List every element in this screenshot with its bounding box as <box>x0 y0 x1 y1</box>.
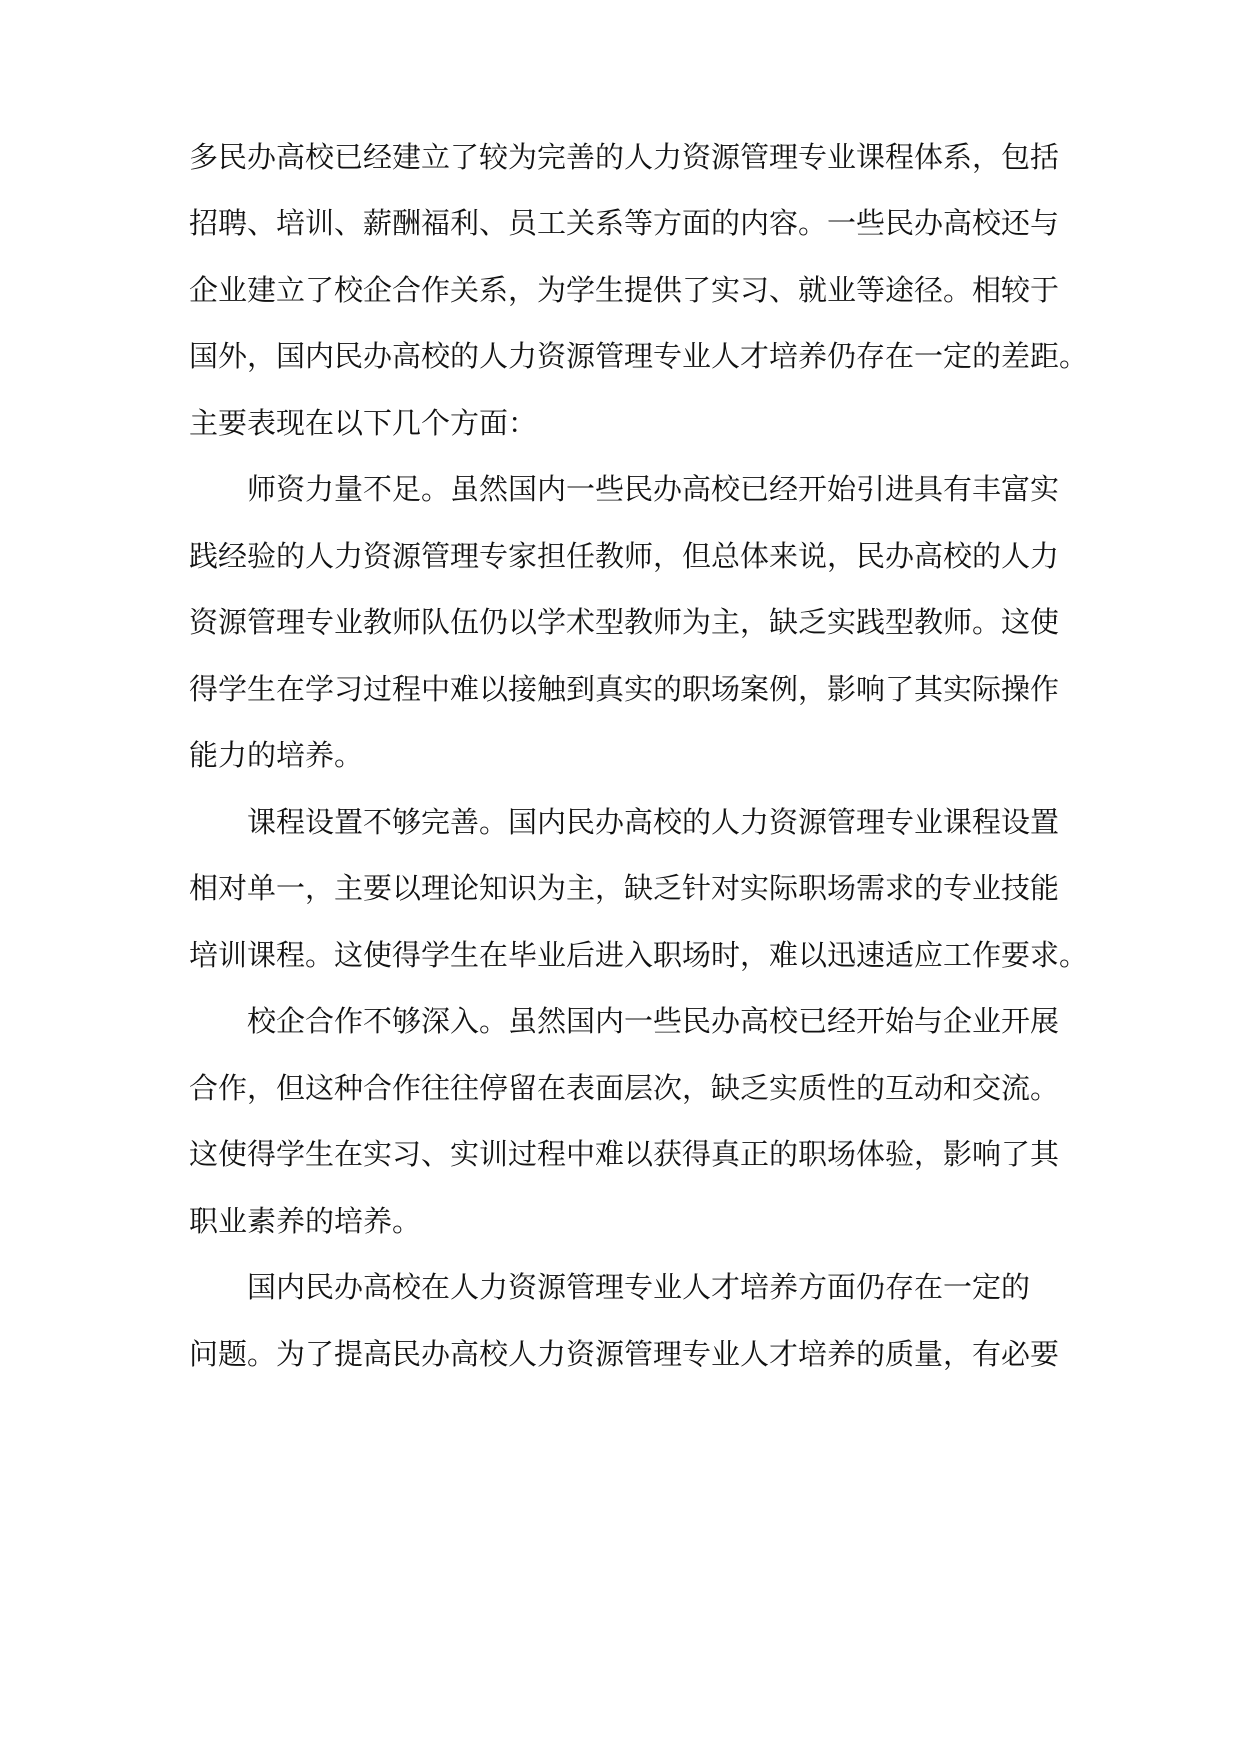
text-line: 培训课程。这使得学生在毕业后进入职场时，难以迅速适应工作要求。 <box>189 938 1089 972</box>
text-line: 招聘、培训、薪酬福利、员工关系等方面的内容。一些民办高校还与 <box>189 206 1060 240</box>
text-line: 多民办高校已经建立了较为完善的人力资源管理专业课程体系，包括 <box>189 140 1060 174</box>
text-line: 这使得学生在实习、实训过程中难以获得真正的职场体验，影响了其 <box>189 1137 1060 1171</box>
paragraph-first-line: 课程设置不够完善。国内民办高校的人力资源管理专业课程设置 <box>247 805 1060 839</box>
text-line: 能力的培养。 <box>189 738 364 772</box>
text-line: 践经验的人力资源管理专家担任教师，但总体来说，民办高校的人力 <box>189 539 1060 573</box>
text-line: 资源管理专业教师队伍仍以学术型教师为主，缺乏实践型教师。这使 <box>189 605 1060 639</box>
text-line: 企业建立了校企合作关系，为学生提供了实习、就业等途径。相较于 <box>189 273 1060 307</box>
text-line: 得学生在学习过程中难以接触到真实的职场案例，影响了其实际操作 <box>189 672 1060 706</box>
text-line: 相对单一，主要以理论知识为主，缺乏针对实际职场需求的专业技能 <box>189 871 1060 905</box>
paragraph-first-line: 校企合作不够深入。虽然国内一些民办高校已经开始与企业开展 <box>247 1004 1060 1038</box>
text-line: 合作，但这种合作往往停留在表面层次，缺乏实质性的互动和交流。 <box>189 1071 1060 1105</box>
text-line: 职业素养的培养。 <box>189 1204 422 1238</box>
text-line: 国外，国内民办高校的人力资源管理专业人才培养仍存在一定的差距。 <box>189 339 1089 373</box>
text-line: 主要表现在以下几个方面： <box>189 406 538 440</box>
text-line: 问题。为了提高民办高校人力资源管理专业人才培养的质量，有必要 <box>189 1337 1060 1371</box>
paragraph-first-line: 国内民办高校在人力资源管理专业人才培养方面仍存在一定的 <box>247 1270 1031 1304</box>
paragraph-first-line: 师资力量不足。虽然国内一些民办高校已经开始引进具有丰富实 <box>247 472 1060 506</box>
